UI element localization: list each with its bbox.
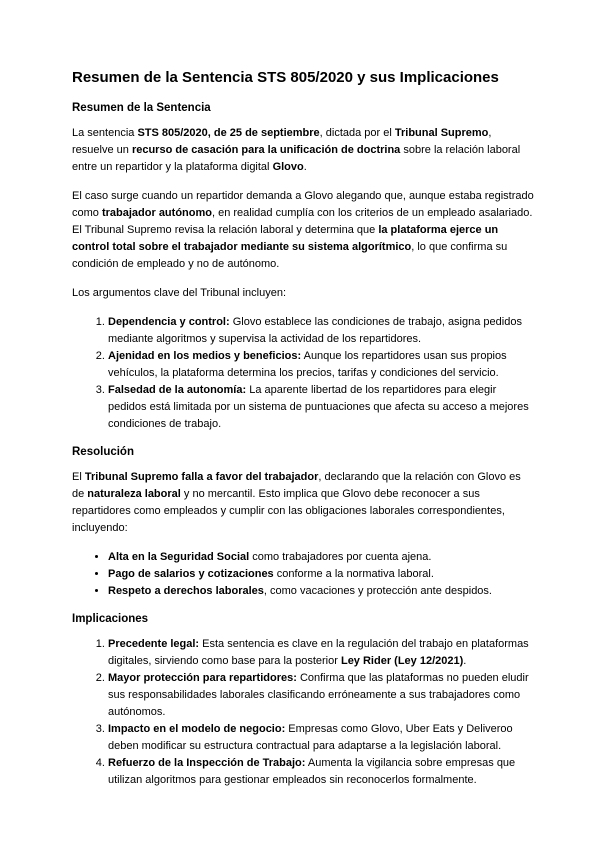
numbered-list [72, 636, 534, 789]
text-run: sobre la relación laboral entre un repartidor y la plataforma digital [72, 144, 521, 173]
paragraph [72, 188, 534, 273]
section-heading: Resolución [72, 446, 134, 458]
bold-text: naturaleza laboral [87, 488, 181, 500]
bold-text: Mayor protección para repartidores: [108, 672, 297, 684]
text-run: , lo que confirma su condición de empleado y no de autónomo. [72, 241, 508, 270]
paragraph [72, 469, 534, 537]
text-run: . [303, 161, 307, 173]
list-item [108, 348, 534, 382]
list-item [108, 636, 534, 670]
section-heading: Implicaciones [72, 613, 149, 625]
text-run: Aunque los repartidores usan sus propios vehículos, la plataforma determina los precios, tarifas y condiciones del servicio. [108, 350, 507, 379]
bold-text: Ley Rider (Ley 12/2021) [340, 655, 464, 667]
text-run: . [463, 655, 467, 667]
paragraph [72, 125, 534, 176]
list-item [108, 755, 534, 789]
text-run: , declarando que la relación con Glovo es de [72, 471, 521, 500]
list-item [108, 670, 534, 721]
bold-text: Tribunal Supremo falla a favor del trabajador [84, 471, 319, 483]
text-run: Glovo establece las condiciones de trabajo, asigna pedidos mediante algoritmos y supervisa la actividad de los repartidores. [108, 316, 522, 345]
text-run: Esta sentencia es clave en la regulación del trabajo en plataformas digitales, sirviendo como base para la posterior [108, 638, 529, 667]
list-item [108, 314, 534, 348]
text-run: El [72, 471, 85, 483]
bold-text: Ajenidad en los medios y beneficios: [108, 350, 302, 362]
text-run: como trabajadores por cuenta ajena. [249, 551, 432, 563]
text-run: El caso surge cuando un repartidor demanda a Glovo alegando que, aunque estaba registrado como [72, 190, 534, 219]
text-run: conforme a la normativa laboral. [273, 568, 434, 580]
text-run: , resuelve un [72, 127, 492, 156]
list-item [108, 583, 534, 600]
bold-text: Tribunal Supremo [394, 127, 489, 139]
text-run: , en realidad cumplía con los criterios de un empleado asalariado. El Tribunal Supremo revisa la relación laboral y determina que [72, 207, 533, 236]
list-item [108, 549, 534, 566]
text-run: La sentencia [72, 127, 138, 139]
bold-text: Respeto a derechos laborales [108, 585, 264, 597]
bold-text: Refuerzo de la Inspección de Trabajo: [108, 757, 306, 769]
paragraph [72, 285, 534, 302]
document-page [72, 68, 534, 800]
bullet-list [72, 549, 534, 600]
bold-text: recurso de casación para la unificación de doctrina [131, 144, 401, 156]
bold-text: Glovo [272, 161, 304, 173]
text-run: Los argumentos clave del Tribunal incluyen: [72, 287, 287, 299]
bold-text: Impacto en el modelo de negocio: [108, 723, 286, 735]
list-item [108, 566, 534, 583]
text-run: Aumenta la vigilancia sobre empresas que utilizan algoritmos para gestionar empleados sin reconocerlos formalmente. [108, 757, 516, 786]
bold-text: Precedente legal: [108, 638, 200, 650]
section-heading: Resumen de la Sentencia [72, 102, 211, 114]
list-item [108, 721, 534, 755]
numbered-list [72, 314, 534, 433]
bold-text: trabajador autónomo [101, 207, 212, 219]
document-title: Resumen de la Sentencia STS 805/2020 y sus Implicaciones [72, 69, 499, 86]
bold-text: la plataforma ejerce un control total sobre el trabajador mediante su sistema algorítmico [72, 224, 499, 253]
text-run: La aparente libertad de los repartidores para elegir pedidos está limitada por un sistema de puntuaciones que afecta su acceso a mejores condiciones de trabajo. [108, 384, 529, 430]
text-run: , dictada por el [319, 127, 395, 139]
text-run: Empresas como Glovo, Uber Eats y Deliveroo deben modificar su estructura contractual para adaptarse a la legislación laboral. [108, 723, 513, 752]
text-run: y no mercantil. Esto implica que Glovo debe reconocer a sus repartidores como empleados y cumplir con las obligaciones laborales correspondientes, incluyendo: [72, 488, 505, 534]
bold-text: Falsedad de la autonomía: [108, 384, 247, 396]
bold-text: Alta en la Seguridad Social [108, 551, 250, 563]
text-run: , como vacaciones y protección ante despidos. [263, 585, 492, 597]
bold-text: Pago de salarios y cotizaciones [108, 568, 274, 580]
bold-text: STS 805/2020, de 25 de septiembre [137, 127, 320, 139]
list-item [108, 382, 534, 433]
bold-text: Dependencia y control: [108, 316, 230, 328]
text-run: Confirma que las plataformas no pueden eludir sus responsabilidades laborales clasificando erróneamente a sus trabajadores como autónomos. [108, 672, 529, 718]
